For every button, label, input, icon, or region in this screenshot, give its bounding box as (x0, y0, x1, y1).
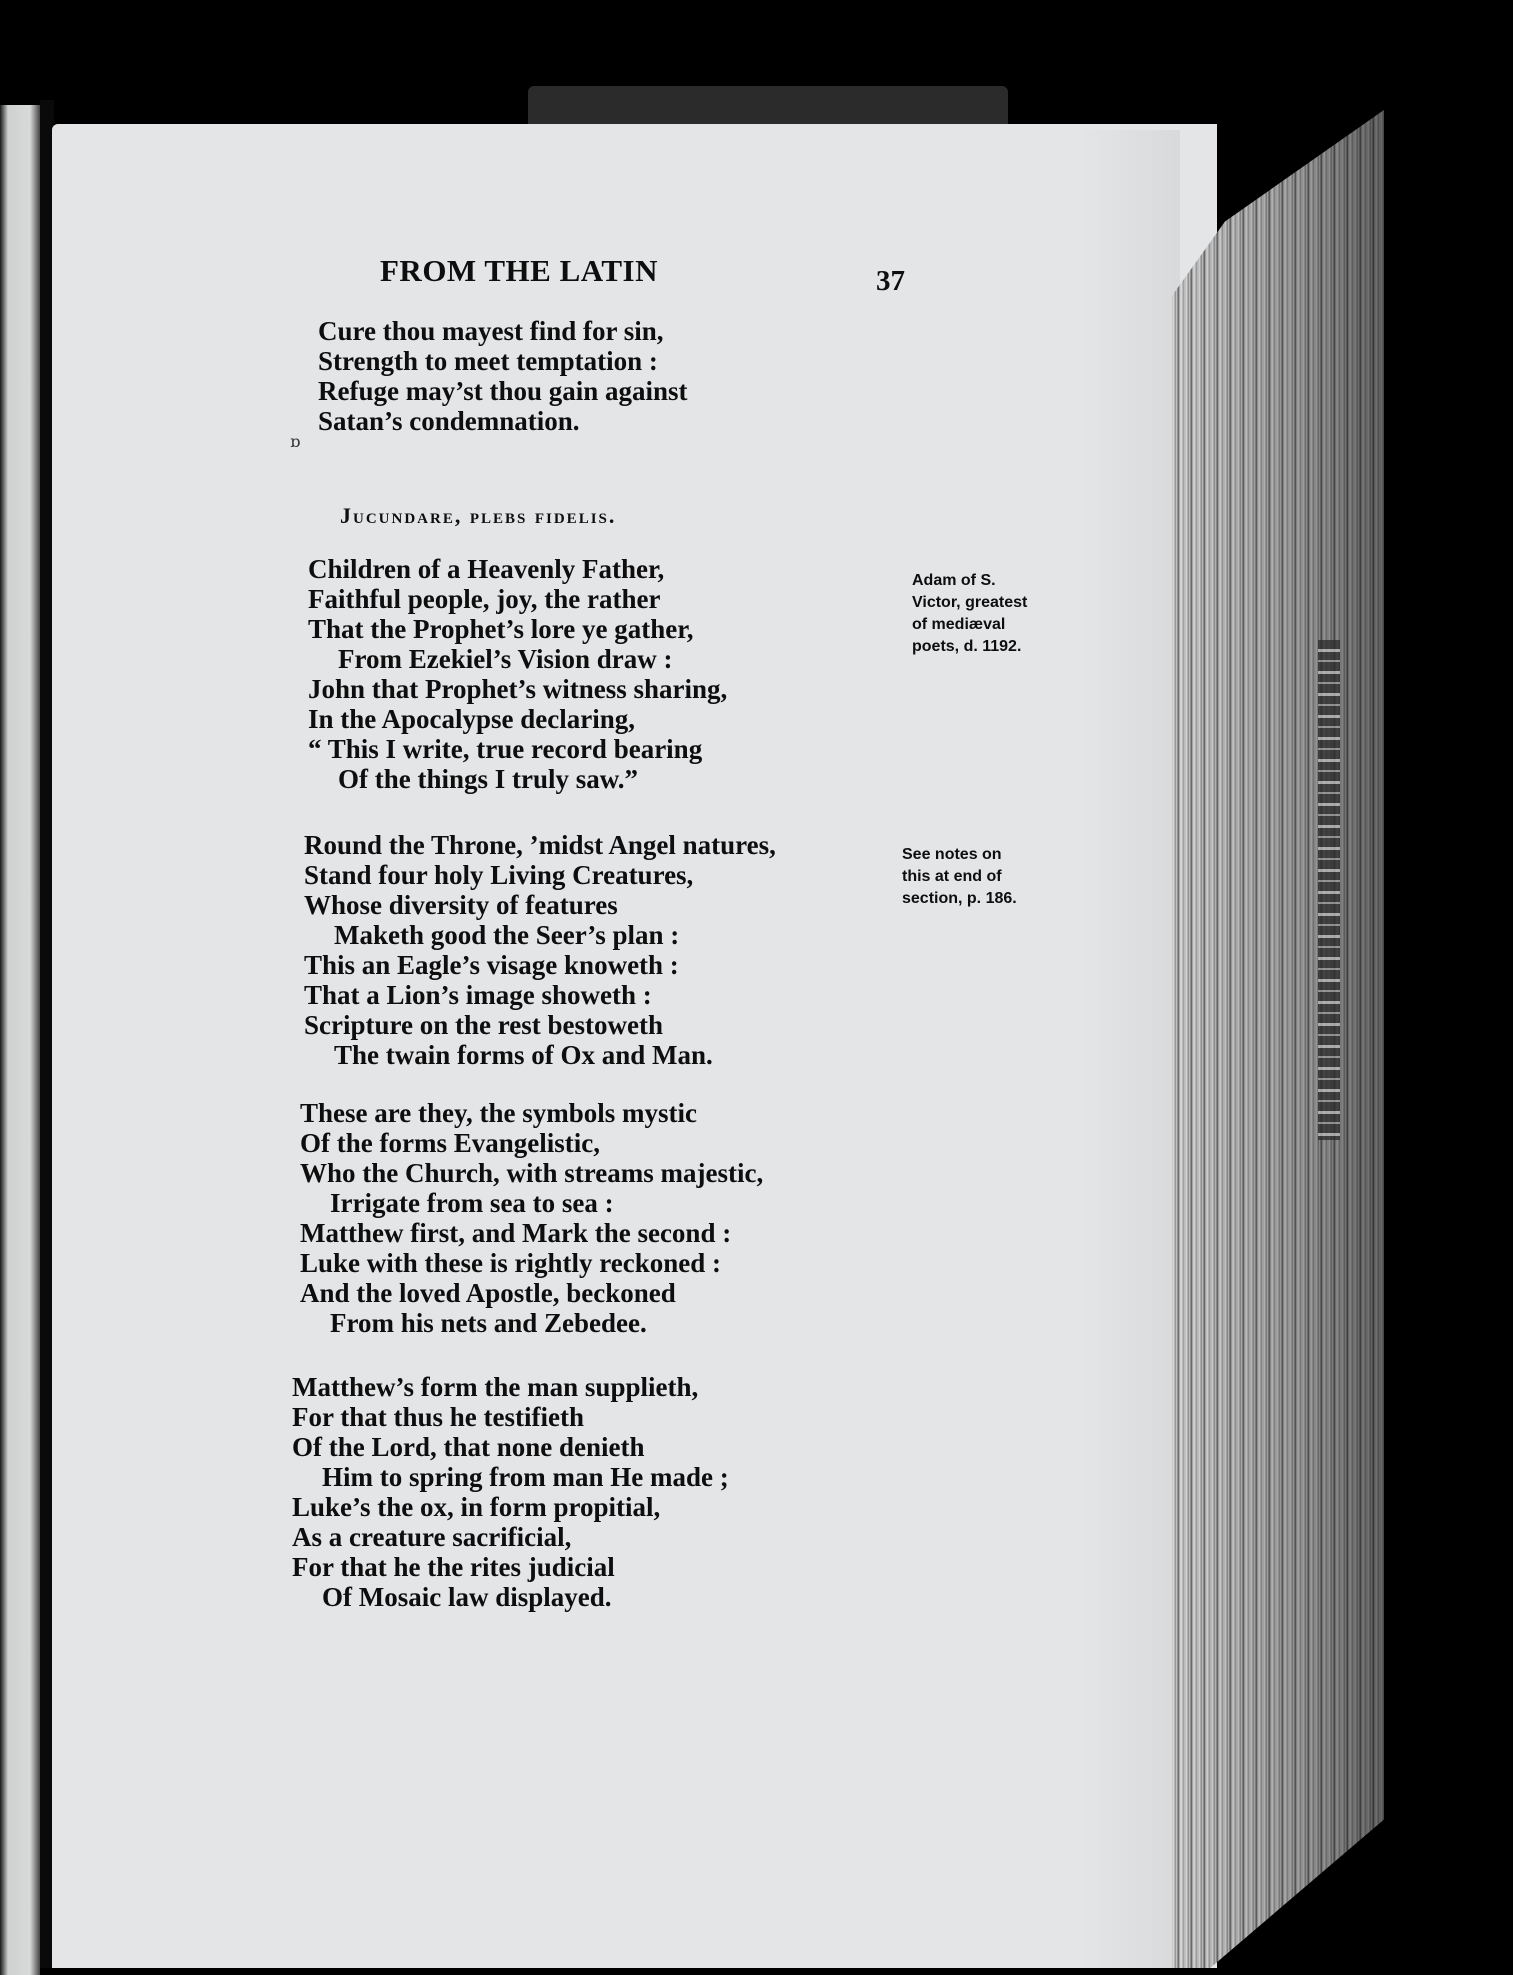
poem-line: Of the Lord, that none denieth (292, 1432, 645, 1462)
poem-line: Matthew’s form the man supplieth, (292, 1372, 699, 1402)
note-line: Adam of S. (912, 572, 996, 589)
poem-line: From Ezekiel’s Vision draw : (338, 644, 673, 674)
poem-line: Refuge may’st thou gain against (318, 376, 688, 406)
left-page-edge (0, 105, 40, 1975)
stray-mark: ɒ (290, 432, 301, 451)
poem-line: In the Apocalypse declaring, (308, 704, 636, 734)
hymn-title: Jucundare, plebs fidelis. (340, 503, 617, 528)
poem-line: As a creature sacrificial, (292, 1522, 572, 1552)
note-line: section, p. 186. (902, 890, 1017, 907)
poem-line: Who the Church, with streams majestic, (300, 1158, 764, 1188)
poem-line: For that thus he testifieth (292, 1402, 584, 1432)
poem-line: Of Mosaic law displayed. (322, 1582, 612, 1612)
poem-line: Irrigate from sea to sea : (330, 1188, 614, 1218)
poem-line: For that he the rites judicial (292, 1552, 615, 1582)
stanza-3 (300, 1098, 763, 1338)
poem-line: Of the forms Evangelistic, (300, 1128, 600, 1158)
poem-line: These are they, the symbols mystic (300, 1098, 697, 1128)
poem-line: Luke with these is rightly reckoned : (300, 1248, 722, 1278)
page-block-edge (1172, 110, 1384, 1968)
poem-line: Whose diversity of features (304, 890, 618, 920)
running-header: FROM THE LATIN (380, 253, 658, 288)
page-number: 37 (876, 265, 905, 297)
poem-line: “ This I write, true record bearing (308, 734, 703, 764)
reference-note (902, 844, 1017, 910)
poem-line: And the loved Apostle, beckoned (300, 1278, 676, 1308)
stanza-1 (308, 554, 727, 794)
poem-line: Stand four holy Living Creatures, (304, 860, 694, 890)
note-line: poets, d. 1192. (912, 638, 1022, 655)
poem-line: Cure thou mayest find for sin, (318, 316, 664, 346)
poem-line: That a Lion’s image showeth : (304, 980, 652, 1010)
poem-line: Faithful people, joy, the rather (308, 584, 661, 614)
note-line: See notes on (902, 846, 1002, 863)
poem-line: Luke’s the ox, in form propitial, (292, 1492, 661, 1522)
poem-line: Of the things I truly saw.” (338, 764, 639, 794)
poem-line: From his nets and Zebedee. (330, 1308, 647, 1338)
spine-lettering (1318, 640, 1340, 1140)
attribution-note (912, 570, 1027, 658)
note-line: of mediæval (912, 616, 1006, 633)
stanza-2 (304, 830, 776, 1070)
page-shadow (1080, 130, 1180, 1968)
poem-line: Matthew first, and Mark the second : (300, 1218, 732, 1248)
poem-line: Round the Throne, ’midst Angel natures, (304, 830, 776, 860)
stanza-4 (292, 1372, 729, 1612)
poem-line: Maketh good the Seer’s plan : (334, 920, 680, 950)
poem-line: Strength to meet temptation : (318, 346, 658, 376)
page-top-shadow (528, 86, 1008, 126)
poem-line: The twain forms of Ox and Man. (334, 1040, 713, 1070)
note-line: Victor, greatest (912, 594, 1028, 611)
note-line: this at end of (902, 868, 1002, 885)
poem-line: John that Prophet’s witness sharing, (308, 674, 728, 704)
poem-line: Satan’s condemnation. (318, 406, 580, 436)
poem-line: Children of a Heavenly Father, (308, 554, 665, 584)
poem-line: This an Eagle’s visage knoweth : (304, 950, 679, 980)
poem-line: That the Prophet’s lore ye gather, (308, 614, 694, 644)
poem-line: Him to spring from man He made ; (322, 1462, 729, 1492)
poem-line: Scripture on the rest bestoweth (304, 1010, 663, 1040)
intro-stanza (318, 316, 688, 436)
